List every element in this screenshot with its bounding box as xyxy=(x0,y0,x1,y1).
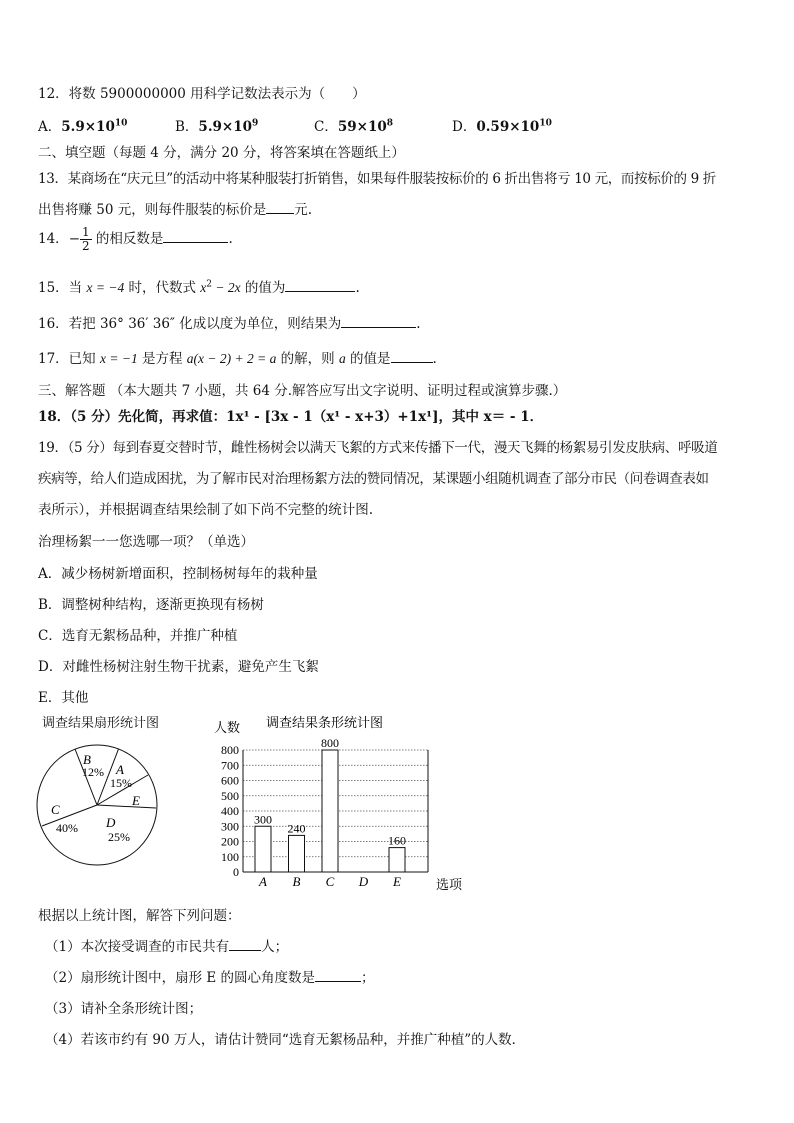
survey-title: 治理杨絮一一您选哪一项？（单选） xyxy=(38,534,254,550)
bar-a xyxy=(255,826,271,872)
bar-e xyxy=(389,848,405,872)
pie-pct-d: 25% xyxy=(108,830,130,844)
value-label-b: 240 xyxy=(287,821,306,836)
q19-sub1: （1）本次接受调查的市民共有 人； xyxy=(45,939,289,955)
pie-label-b: B xyxy=(83,752,91,767)
value-label-a: 300 xyxy=(254,812,272,827)
q12-option-b: B．$5.9\times 10^9$ xyxy=(175,118,259,135)
q19-sub4: （4）若该市约有 90 万人，请估计赞同“选育无絮杨品种，并推广种植”的人数． xyxy=(45,1032,526,1048)
y-tick-label: 100 xyxy=(221,849,239,864)
bar-b xyxy=(289,835,305,872)
pie-pct-a: 15% xyxy=(110,776,132,790)
x-tick-label-c: C xyxy=(325,874,335,889)
answer-blank[interactable] xyxy=(315,969,361,982)
q13-line1: 13．某商场在“庆元旦”的活动中将某种服装打折销售，如果每件服装按标价的 6 折出售将亏 10 元，而按标价的 9 折 xyxy=(38,171,716,187)
survey-choice-c: C．选育无絮杨品种，并推广种植 xyxy=(38,628,238,644)
answer-blank[interactable] xyxy=(285,279,355,292)
y-tick-label: 800 xyxy=(221,743,239,757)
q15: 15．当 x = −4 时，代数式 $x^2 - 2x$ 的值为 . xyxy=(38,279,360,296)
y-tick-label: 300 xyxy=(221,819,239,834)
fraction: $\frac{1}{2}$ xyxy=(82,225,90,253)
y-tick-label: 500 xyxy=(221,788,239,803)
y-tick-label: 700 xyxy=(221,758,239,773)
pie-pct-c: 40% xyxy=(56,821,78,835)
answer-blank[interactable] xyxy=(163,230,228,243)
y-tick-label: 0 xyxy=(233,865,239,879)
value-label-c: 800 xyxy=(321,736,339,750)
y-tick-label: 400 xyxy=(221,804,239,818)
bar-chart-title: 调查结果条形统计图 xyxy=(266,716,384,731)
x-tick-label-d: D xyxy=(358,874,369,889)
pie-chart-title: 调查结果扇形统计图 xyxy=(42,716,160,731)
q19-sub3: （3）请补全条形统计图； xyxy=(45,1001,203,1017)
q16: 16．若把 36° 36′ 36″ 化成以度为单位，则结果为 . xyxy=(38,316,421,332)
answer-blank[interactable] xyxy=(229,938,261,951)
q18: 18．（5 分）先化简，再求值：1x¹ - [3x - 1（x¹ - x+3）+1x¹]，其中 x＝ - 1． xyxy=(38,409,544,425)
q12-option-c: C．$59\times 10^8$ xyxy=(314,118,393,135)
q17: 17．已知 x = −1 是方程 a(x − 2) + 2 = a 的解，则 a 的值是 . xyxy=(38,351,437,367)
answer-blank[interactable] xyxy=(266,201,294,214)
pie-pct-b: 12% xyxy=(82,765,104,779)
bar-chart-xlabel: 选项 xyxy=(436,878,463,893)
survey-choice-e: E．其他 xyxy=(38,690,89,706)
pie-label-c: C xyxy=(51,802,60,817)
q19-line1: 19．（5 分）每到春夏交替时节，雌性杨树会以满天飞絮的方式来传播下一代，漫天飞舞的杨絮易引发皮肤病、呼吸道 xyxy=(38,440,718,456)
section-2-heading: 二、填空题（每题 4 分，满分 20 分，将答案填在答题纸上） xyxy=(38,145,405,161)
bar-y-tick-labels xyxy=(221,743,239,879)
q12-option-a: A．$5.9\times 10^{10}$ xyxy=(38,118,128,135)
answer-blank[interactable] xyxy=(341,315,416,328)
pie-chart xyxy=(30,738,180,888)
q13-line2: 出售将赚 50 元，则每件服装的标价是 元. xyxy=(38,202,313,218)
pie-label-a: A xyxy=(116,762,124,777)
section-3-heading: 三、解答题 （本大题共 7 小题，共 64 分.解答应写出文字说明、证明过程或演算步骤.） xyxy=(38,383,567,399)
survey-choice-a: A．减少杨树新增面积，控制杨树每年的栽种量 xyxy=(38,566,318,582)
x-tick-label-b: B xyxy=(292,874,301,889)
answer-blank[interactable] xyxy=(391,350,433,363)
q12-option-d: D．$0.59\times 10^{10}$ xyxy=(452,118,552,135)
x-tick-label-e: E xyxy=(393,874,401,889)
value-label-e: 160 xyxy=(388,833,406,848)
q12-stem: 12．将数 5900000000 用科学记数法表示为（ ） xyxy=(38,86,366,102)
bar-x-tick-labels xyxy=(258,874,401,889)
survey-choice-d: D．对雌性杨树注射生物干扰素，避免产生飞絮 xyxy=(38,659,319,675)
x-tick-label-a: A xyxy=(259,874,267,889)
q19-line3: 表所示），并根据调查结果绘制了如下尚不完整的统计图. xyxy=(38,502,374,518)
pie-label-e: E xyxy=(132,793,140,808)
q19-sub2: （2）扇形统计图中，扇形 E 的圆心角度数是 ； xyxy=(45,970,375,986)
pie-label-d: D xyxy=(106,815,116,830)
q19-intro: 根据以上统计图，解答下列问题： xyxy=(38,908,241,924)
q19-line2: 疾病等，给人们造成困扰，为了解市民对治理杨絮方法的赞同情况，某课题小组随机调查了部分市民（问卷调查表如 xyxy=(38,471,709,487)
bar-c xyxy=(322,750,338,872)
y-tick-label: 600 xyxy=(221,773,239,788)
q14: 14．− $\frac{1}{2}$ 的相反数是 . xyxy=(38,225,233,253)
bar-chart-ylabel: 人数 xyxy=(214,721,241,736)
bar-chart xyxy=(208,712,478,894)
y-tick-label: 200 xyxy=(221,834,239,849)
survey-choice-b: B．调整树种结构，逐渐更换现有杨树 xyxy=(38,597,264,613)
